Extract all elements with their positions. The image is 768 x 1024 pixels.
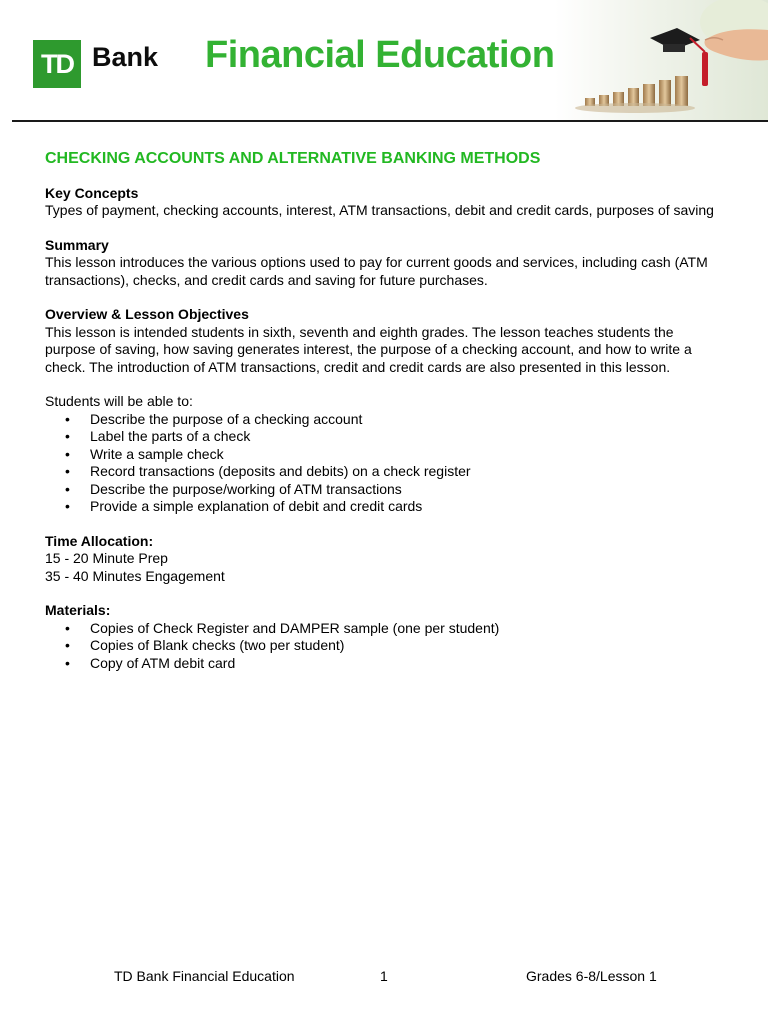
summary-heading: Summary [45,236,109,253]
summary-text: This lesson introduces the various options used to pay for current goods and services, including cash (ATM transactions), checks, and credit cards and saving for future purchases. [45,254,708,288]
lesson-content [45,150,725,689]
objectives-list [45,411,725,516]
footer-publisher: TD Bank Financial Education [114,968,295,984]
list-item: • Copies of Check Register and DAMPER sample (one per student) [45,620,725,638]
list-item: • Copies of Blank checks (two per student) [45,637,725,655]
time-engagement: 35 - 40 Minutes Engagement [45,567,225,584]
footer-page-number: 1 [380,968,388,984]
overview-text: This lesson is intended students in sixth, seventh and eighth grades. The lesson teaches students the purpose of saving, how saving generates interest, the purpose of a checking account, and how to write a check. The introduction of ATM transactions, credit and credit cards are also presented in this lesson. [45,323,692,375]
objectives-section [45,393,725,516]
header-divider [12,120,768,122]
materials-heading: Materials: [45,602,111,618]
td-logo: TD [33,40,81,88]
logo-bank-text: Bank [92,42,159,72]
time-prep: 15 - 20 Minute Prep [45,550,168,566]
key-concepts-section [45,185,725,220]
materials-section [45,602,725,672]
overview-heading: Overview & Lesson Objectives [45,306,249,322]
objectives-intro: Students will be able to: [45,393,193,409]
graduation-coins-illustration [555,0,768,120]
list-item: • Describe the purpose/working of ATM transactions [45,481,725,499]
list-item: • Provide a simple explanation of debit and credit cards [45,498,725,516]
footer-grade-lesson: Grades 6-8/Lesson 1 [526,968,657,984]
time-allocation-section [45,533,725,586]
overview-section [45,306,725,376]
key-concepts-text: Types of payment, checking accounts, interest, ATM transactions, debit and credit cards, purposes of saving [45,202,714,218]
key-concepts-heading: Key Concepts [45,184,139,201]
page-footer [0,968,768,988]
header-title: Financial Education [205,34,555,76]
document-title: CHECKING ACCOUNTS AND ALTERNATIVE BANKING METHODS [45,150,541,167]
list-item: • Write a sample check [45,446,725,464]
list-item: • Copy of ATM debit card [45,655,725,673]
summary-section [45,237,725,290]
list-item: • Record transactions (deposits and debits) on a check register [45,463,725,481]
time-allocation-heading: Time Allocation: [45,532,154,549]
materials-list [45,620,725,673]
list-item: • Label the parts of a check [45,428,725,446]
list-item: • Describe the purpose of a checking account [45,411,725,429]
